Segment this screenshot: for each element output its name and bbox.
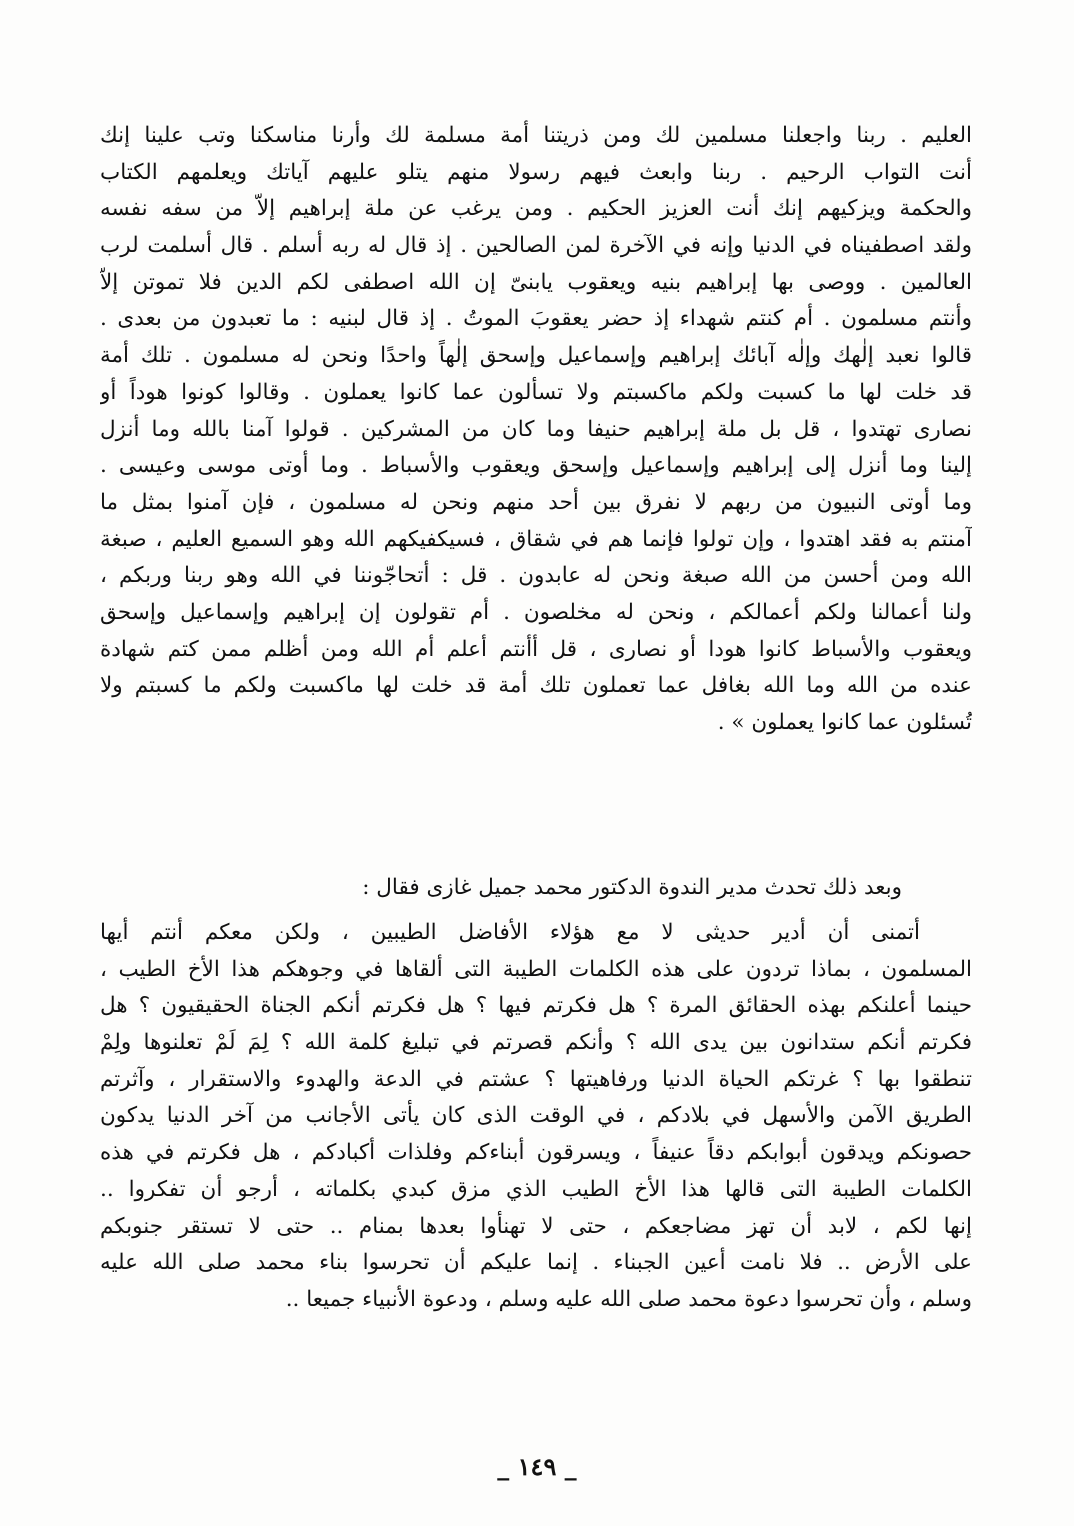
text-line: أنت التواب الرحيم . ربنا وابعث فيهم رسولا منهم يتلو عليهم آياتك ويعلمهم الكتاب	[100, 159, 972, 185]
text-line: وسلم ، وأن تحرسوا دعوة محمد صلى الله عليه وسلم ، ودعوة الأنبياء جميعا ..	[285, 1286, 972, 1312]
speaker-intro	[100, 870, 972, 907]
intro-line: وبعد ذلك تحدث مدير الندوة الدكتور محمد جميل غازى فقال :	[362, 875, 902, 900]
text-line: تنطقوا بها ؟ غرتكم الحياة الدنيا ورفاهيتها ؟ عشتم في الدعة والهدوء والاستقرار ، وآثرتم	[100, 1066, 972, 1092]
text-line: تُسئلون عما كانوا يعملون » .	[717, 710, 972, 735]
text-line: فكرتم أنكم ستدانون بين يدى الله ؟ وأنكم قصرتم في تبليغ كلمة الله ؟ لِمَ لَمْ تعلنوها ولِمْ	[100, 1030, 972, 1056]
text-line: والحكمة ويزكيهم إنك أنت العزيز الحكيم . ومن يرغب عن ملة إبراهيم إلاّ من سفه نفسه	[100, 196, 972, 222]
text-line: الله ومن أحسن من الله صبغة ونحن له عابدون . قل : أتحاجّوننا في الله وهو ربنا وربكم ،	[100, 563, 972, 589]
text-line: إلينا وما أنزل إلى إبراهيم وإسماعيل وإسحق ويعقوب والأسباط . وما أوتى موسى وعيسى .	[100, 453, 972, 479]
text-line: ويعقوب والأسباط كانوا هودا أو نصارى ، قل أأنتم أعلم أم الله ومن أظلم ممن كتم شهادة	[100, 636, 972, 662]
page-number: _ ١٤٩ _	[497, 1452, 577, 1481]
text-line: حينما أعلنكم بهذه الحقائق المرة ؟ هل فكرتم فيها ؟ هل فكرتم أنكم الجناة الحقيقيون ؟ هل	[100, 993, 972, 1019]
text-line: ولقد اصطفيناه في الدنيا وإنه في الآخرة لمن الصالحين . إذ قال له ربه أسلم . قال أسلمت لرب	[100, 233, 972, 259]
speech-paragraph	[100, 915, 972, 1319]
text-line: العليم . ربنا واجعلنا مسلمين لك ومن ذريتنا أمة مسلمة لك وأرنا مناسكنا وتب علينا إنك	[100, 123, 972, 148]
text-line: حصونكم ويدقون أبوابكم دقاً عنيفاً ، ويسرقون أبناءكم وفلذات أكبادكم ، هل فكرتم في هذه	[100, 1140, 972, 1166]
text-line: قد خلت لها ما كسبت ولكم ماكسبتم ولا تسألون عما كانوا يعملون . وقالوا كونوا هوداً أو	[100, 379, 972, 405]
text-line: على الأرض .. فلا نامت أعين الجبناء . إنما عليكم أن تحرسوا بناء محمد صلى الله عليه	[100, 1250, 972, 1276]
text-line: نصارى تهتدوا ، قل بل ملة إبراهيم حنيفا وما كان من المشركين . قولوا آمنا بالله وما أنزل	[100, 416, 972, 442]
text-line: المسلمون ، بماذا تردون على هذه الكلمات الطيبة التى ألقاها في وجوهكم هذا الأخ الطيب ،	[100, 956, 972, 982]
text-line: العالمين . ووصى بها إبراهيم بنيه ويعقوب يابنىّ إن الله اصطفى لكم الدين فلا تموتن إلاّ	[100, 269, 972, 295]
text-line: الكلمات الطيبة التى قالها هذا الأخ الطيب الذي مزق كبدي بكلماته ، أرجو أن تفكروا ..	[100, 1176, 972, 1202]
text-line: إنها لكم ، لابد أن تهز مضاجعكم ، حتى لا تهنأوا بعدها بمنام .. حتى لا تستقر جنوبكم	[100, 1213, 972, 1239]
quran-passage	[100, 118, 972, 742]
text-line: ولنا أعمالنا ولكم أعمالكم ، ونحن له مخلصون . أم تقولون إن إبراهيم وإسماعيل وإسحق	[100, 599, 972, 625]
text-line: آمنتم به فقد اهتدوا ، وإن تولوا فإنما هم في شقاق ، فسيكفيكهم الله وهو السميع العليم ، صبغة	[100, 526, 972, 552]
text-line: عنده من الله وما الله بغافل عما تعملون تلك أمة قد خلت لها ماكسبت ولكم ما كسبتم ولا	[100, 673, 972, 699]
text-line: وأنتم مسلمون . أم كنتم شهداء إذ حضر يعقوبَ الموتُ . إذ قال لبنيه : ما تعبدون من بعدى .	[100, 306, 972, 332]
text-line: أتمنى أن أدير حديثى لا مع هؤلاء الأفاضل الطيبين ، ولكن معكم أنتم أيها	[100, 920, 920, 945]
text-line: الطريق الآمن والأسهل في بلادكم ، في الوقت الذى كان يأتى الأجانب من آخر الدنيا يدكون	[100, 1103, 972, 1129]
text-line: وما أوتى النبيون من ربهم لا نفرق بين أحد منهم ونحن له مسلمون ، فإن آمنوا بمثل ما	[100, 489, 972, 515]
text-line: قالوا نعبد إلٰهك وإلٰه آبائك إبراهيم وإسماعيل وإسحق إلٰهاً واحدًا ونحن له مسلمون . تلك أمة	[100, 343, 972, 369]
